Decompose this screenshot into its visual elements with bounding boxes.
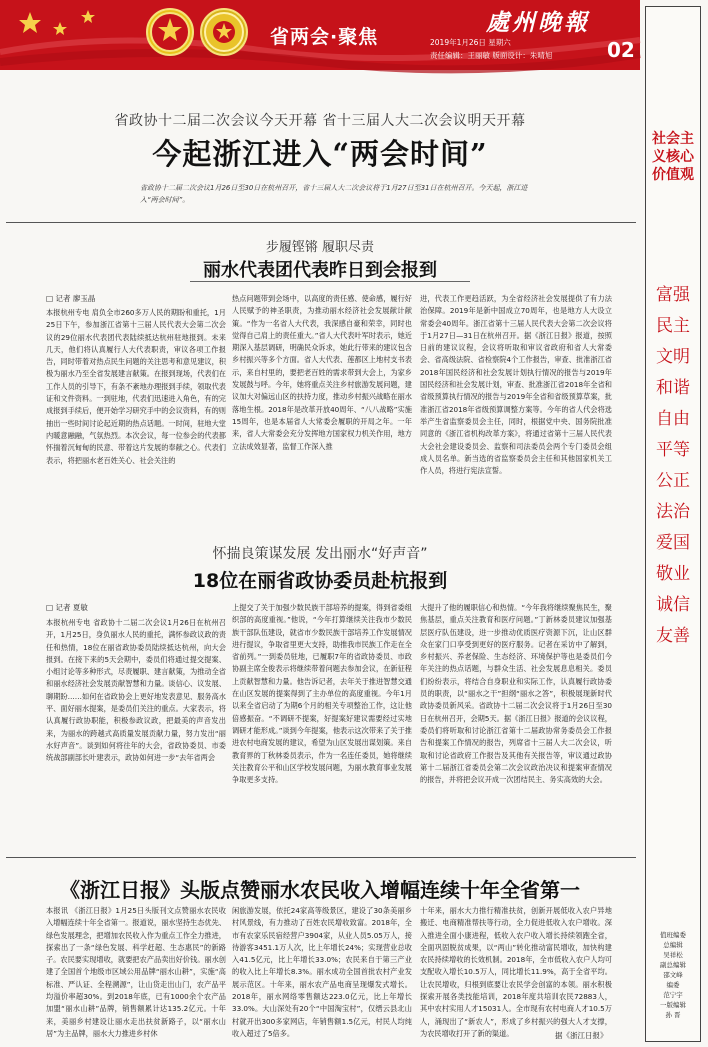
cppcc-emblem-icon [200,8,248,56]
divider [190,281,470,282]
core-value: 敬业 [656,564,690,584]
story1-column: 进，代表工作更趋活跃，为全省经济社会发展提供了有力法治保障。2019年是新中国成立70周年，也是地方人大设立常委会40周年。浙江省第十三届人民代表大会第二次会议将于1月27日—31日在杭州召开。据《浙江日报》报道，按照日前的建议议程，会议将听取和审议省政府和省人大常委会、省高级法院、省检察院4个工作报告，审查、批准浙江省2018年国民经济和社会发展计划执行情况的报告与2019年国民经济和社会发展计划，审查、批准浙江省2018年全省和省级预算执行情况的报告与2019年全省和省级预算草案，批准浙江省2018年省级预算调整方案等。今年的省人代会将选举产生省监察委员会主任，同时，根据党中央、国务院批准同意的《浙江省机构改革方案》，将通过省第十三届人民代表大会社会建设委员会、监察和司法委员会两个专门委员会组成人员名单。新当选的省监察委员会主任和其他国家机关工作人员，将进行宪法宣誓。 [420,294,612,476]
lead-summary: 省政协十二届二次会议1月26日至30日在杭州召开，省十三届人大二次会议将于1月27日至31日在杭州召开。今天起，浙江进入“两会时间”。 [140,184,528,204]
core-value: 平等 [656,440,690,460]
page-number: 02 [607,38,635,62]
story2-column: 上提交了关于加强少数民族干部培养的提案，得到省委组织部的高度重视。”他说，“今年打算继续关注我市少数民族干部队伍建设，就省市少数民族干部培养工作发展情况进行提议，争取省里更大支持，助推我市民族工作走在全省前列。”一到委员驻地，已履职7年的省政协委员、市政协副主席全俊表示将继续带着问题去参加会议，在新征程上贡献智慧和力量。他告诉记者，去年关于推进智慧交通在山区发展的提案得到了主办单位的高度重视。今年1月以来全省启动了为期6个月的相关专项整治工作，这让他倍感振奋。“不调研不提案，好提案好建议需要经过实地调研才能形成。”谈到今年提案，他表示这次带来了关于推进农村电商发展的建议，希望为山区发展出谋划策。来自教育界的丁秋林委员表示，作为一名连任委员，她将继续关注教育公平和山区学校发展问题，为丽水教育事业发展争取更多支持。 [232,603,412,785]
core-values-list [646,280,700,652]
section-label: 省两会·聚焦 [270,26,379,48]
story2-deck: 怀揣良策谋发展 发出丽水“好声音” [212,546,428,562]
core-value: 文明 [656,347,690,367]
lead-kicker: 省政协十二届二次会议今天开幕 省十三届人大二次会议明天开幕 [114,113,526,129]
source-credit: 据《浙江日报》 [555,1031,608,1040]
story3-column: 闲旅游发展，依托24家高等级景区，建设了30条美丽乡村风景线，有力推动了百姓农民增收致富。2018年，全市有农家乐民宿经营户3904家，从业人员5.05万人，接待游客3451.1万人次，比上年增长24%；实现营业总收入41.5亿元，比上年增长33.0%；农民来自于第三产业的收入比上年增长8.3%。丽水成功全国首批农村产业发展示范区。十年来，丽水农产品电商呈现爆发式增长。2018年，丽水网络零售额达223.0亿元，比上年增长33.0%。大山深处有20个“中国淘宝村”，仅缙云县北山村就开出300多家网店，年销售额1.5亿元，村民人均纯收入超过了5倍多。 [232,906,412,1038]
story1-deck: 步履铿锵 履职尽责 [265,240,375,255]
story3-column: 十年来，丽水大力推行精准扶贫，创新开展低收入农户异地搬迁、电商精准帮扶等行动，全力促进低收入农户增收。深入推进全面小康进程，低收入农户收入增长持续领跑全省，全面巩固脱贫成果，以“两山”转化推动富民增收，加快构建农民持续增收的长效机制。2018年，全市低收入农户人均可支配收入增长10.5万人，同比增长11.9%，高于全省平均。让农民增收，归根到底要让农民学会创富的本领。丽水积极探索开展各类技能培训，2018年度共培训农民72883人，其中农村实用人才15031人。全市现有农村电商人才10.5万人，涌现出了“新农人”，形成了乡村振兴的强大人才支撑，为农民增收打开了新的渠道。 [420,906,612,1038]
lead-headline: 今起浙江进入“两会时间” [152,137,488,171]
story1-headline: 丽水代表团代表昨日到会报到 [203,260,437,281]
core-value: 公正 [656,471,690,491]
divider [6,857,636,858]
story2-headline: 18位在丽省政协委员赴杭报到 [192,570,448,592]
story1-column: 本报杭州专电 肩负全市260多万人民的期盼和重托，1月25日下午，参加浙江省第十三届人民代表大会第二次会议的29位丽水代表团代表陆续抵达杭州驻地报到。未来几天，他们将认真履行人大代表职责，审议各项工作报告，同时带着对热点民生问题的关注思考和意见建议，积极为丽水乃至全省发展建言献策。在报到现场，代表们在工作人员的引导下，有条不紊地办理报到手续，领取代表证和文件资料。一到驻地，代表们迅速进入角色，有的完成报到手续后，便开始学习研究手中的会议资料，有的则抽出一些时间讨论起近期的热点话题。一时间，驻地大堂内暖意融融，气氛热烈。本次会议，每一位参会的代表都怀揣着沉甸甸的民意、带着这片发展的奉献之心。代表们表示，将把丽水老百姓关心、社会关注的 [46,308,226,465]
issue-date: 2019年1月26日 星期六 [430,38,511,47]
masthead-banner [0,0,640,70]
story1-column: 热点问题带到会场中，以高度的责任感、使命感，履行好人民赋予的神圣职责，为推动丽水经济社会发展献计献策。“作为一名省人大代表，我深感自豪和荣幸，同时也觉得自己肩上的责任重大。”省人大代表叶军时表示，她近期深入基层调研，明确民众诉求，她此行带来的建议包含乡村振兴等多个方面。省人大代表、莲都区上地村支书表示，来自村里的，要把老百姓的需求带到大会上，为家乡发展鼓与呼。今年，她将重点关注乡村旅游发展问题，建议加大对偏远山区的扶持力度，推动乡村振兴战略在丽水落地生根。2018年是改革开放40周年、“八八战略”实施15周年，也是本届省人大常委会履职的开局之年。一年来，省人大常委会充分发挥地方国家权力机关作用，地方立法成效显著，监督工作深入推 [232,294,412,451]
core-value: 和谐 [656,378,690,398]
editor-credits: 责任编辑：王丽敏 版面设计：朱晴旭 [430,51,553,60]
story2-byline: □ 记者 夏敏 [46,603,88,612]
divider [6,222,636,223]
core-value: 诚信 [656,595,690,615]
core-value: 富强 [656,285,690,305]
newspaper-brand: 處州晚報 [486,9,590,36]
story1-byline: □ 记者 廖玉晶 [46,294,96,303]
core-values-title: 社会主义核心价值观 [652,131,694,183]
story3-headline: 《浙江日报》头版点赞丽水农民收入增幅连续十年全省第一 [60,878,580,902]
core-value: 民主 [656,316,690,336]
core-value: 法治 [656,502,690,522]
core-value: 友善 [656,626,690,646]
national-emblem-icon [146,8,194,56]
story2-column: 大提升了他的履职信心和热情。“今年我将继续聚焦民生，聚焦基层，重点关注教育和医疗问题。”丁新林委员建议加强基层医疗队伍建设，进一步推动优质医疗资源下沉，让山区群众在家门口享受到更好的医疗服务。记者在采访中了解到，乡村振兴、养老保险、生态经济、环境保护等也是委员们今年关注的热点话题，与群众生活、社会发展息息相关。委员们纷纷表示，将结合自身职业和实际工作，认真履行政协委员的职责，以“丽水之干”担纲“丽水之答”，积极展现新时代政协委员新风采。省政协十二届二次会议将于1月26日至30日在杭州召开，会期5天。据《浙江日报》报道的会议议程，委员们将听取和讨论浙江省第十二届政协常务委员会工作报告和提案工作情况的报告，列席省十三届人大二次会议，听取和讨论省政府工作报告及其他有关报告等，审议通过政协第十二届浙江省委员会第二次会议政治决议和提案审查情况的报告，并将把会议开成一次团结民主、务实高效的大会。 [420,603,612,785]
core-value: 爱国 [656,533,690,553]
duty-editors: 值班编委 总编辑 吴祥松 副总编辑 邵文峰 编委 范宁宇 一版编辑 孙 晋 [660,931,686,1019]
story3-column: 本报讯 《浙江日报》1月25日头版刊文点赞丽水农民收入增幅连续十年全省第一。报道说，丽水坚持生态优先、绿色发展理念，把增加农民收入作为重点工作全力推进，探索出了一条“绿色发展、科学赶超、生态惠民”的新路子。农民要实现增收，就要把农产品卖出好价钱。丽水创建了全国首个地级市区域公用品牌“丽水山耕”，实施“高标准、严认证、全程溯源”，让山货走出山门，农产品平均溢价率超30%。到2018年底，已有1000余个农产品加盟“丽水山耕”品牌，销售额累计达135.2亿元。十年来，美丽乡村建设让丽水走出扶贫新路子，以“丽水山居”为主品牌，丽水大力推进乡村休 [46,906,226,1038]
story2-column: 本报杭州专电 省政协十二届二次会议1月26日在杭州召开，1月25日，身负丽水人民的重托，满怀参政议政的责任和热情，18位在丽省政协委员陆续抵达杭州，向大会报到。在接下来的5天会期中，委员们将通过提交提案、小组讨论等多种形式，尽责履职、建言献策，为推动全省和丽水经济社会发展贡献智慧和力量。谈信心、议发展、聊期盼……如何在省政协会上更好地发表意见、服务高水平、面好丽水提案，是委员们关注的重点。大家表示，将认真履行政协职能，积极参政议政，把最美的声音发出来，为丽水的跨越式高质量发展贡献力量，努力发出“丽水好声音”。谈到如何将往年的大会，省政协委员、市委统战部副部长叶建表示，政协如何进一步“去年省两会 [46,618,226,763]
core-value: 自由 [656,409,690,429]
